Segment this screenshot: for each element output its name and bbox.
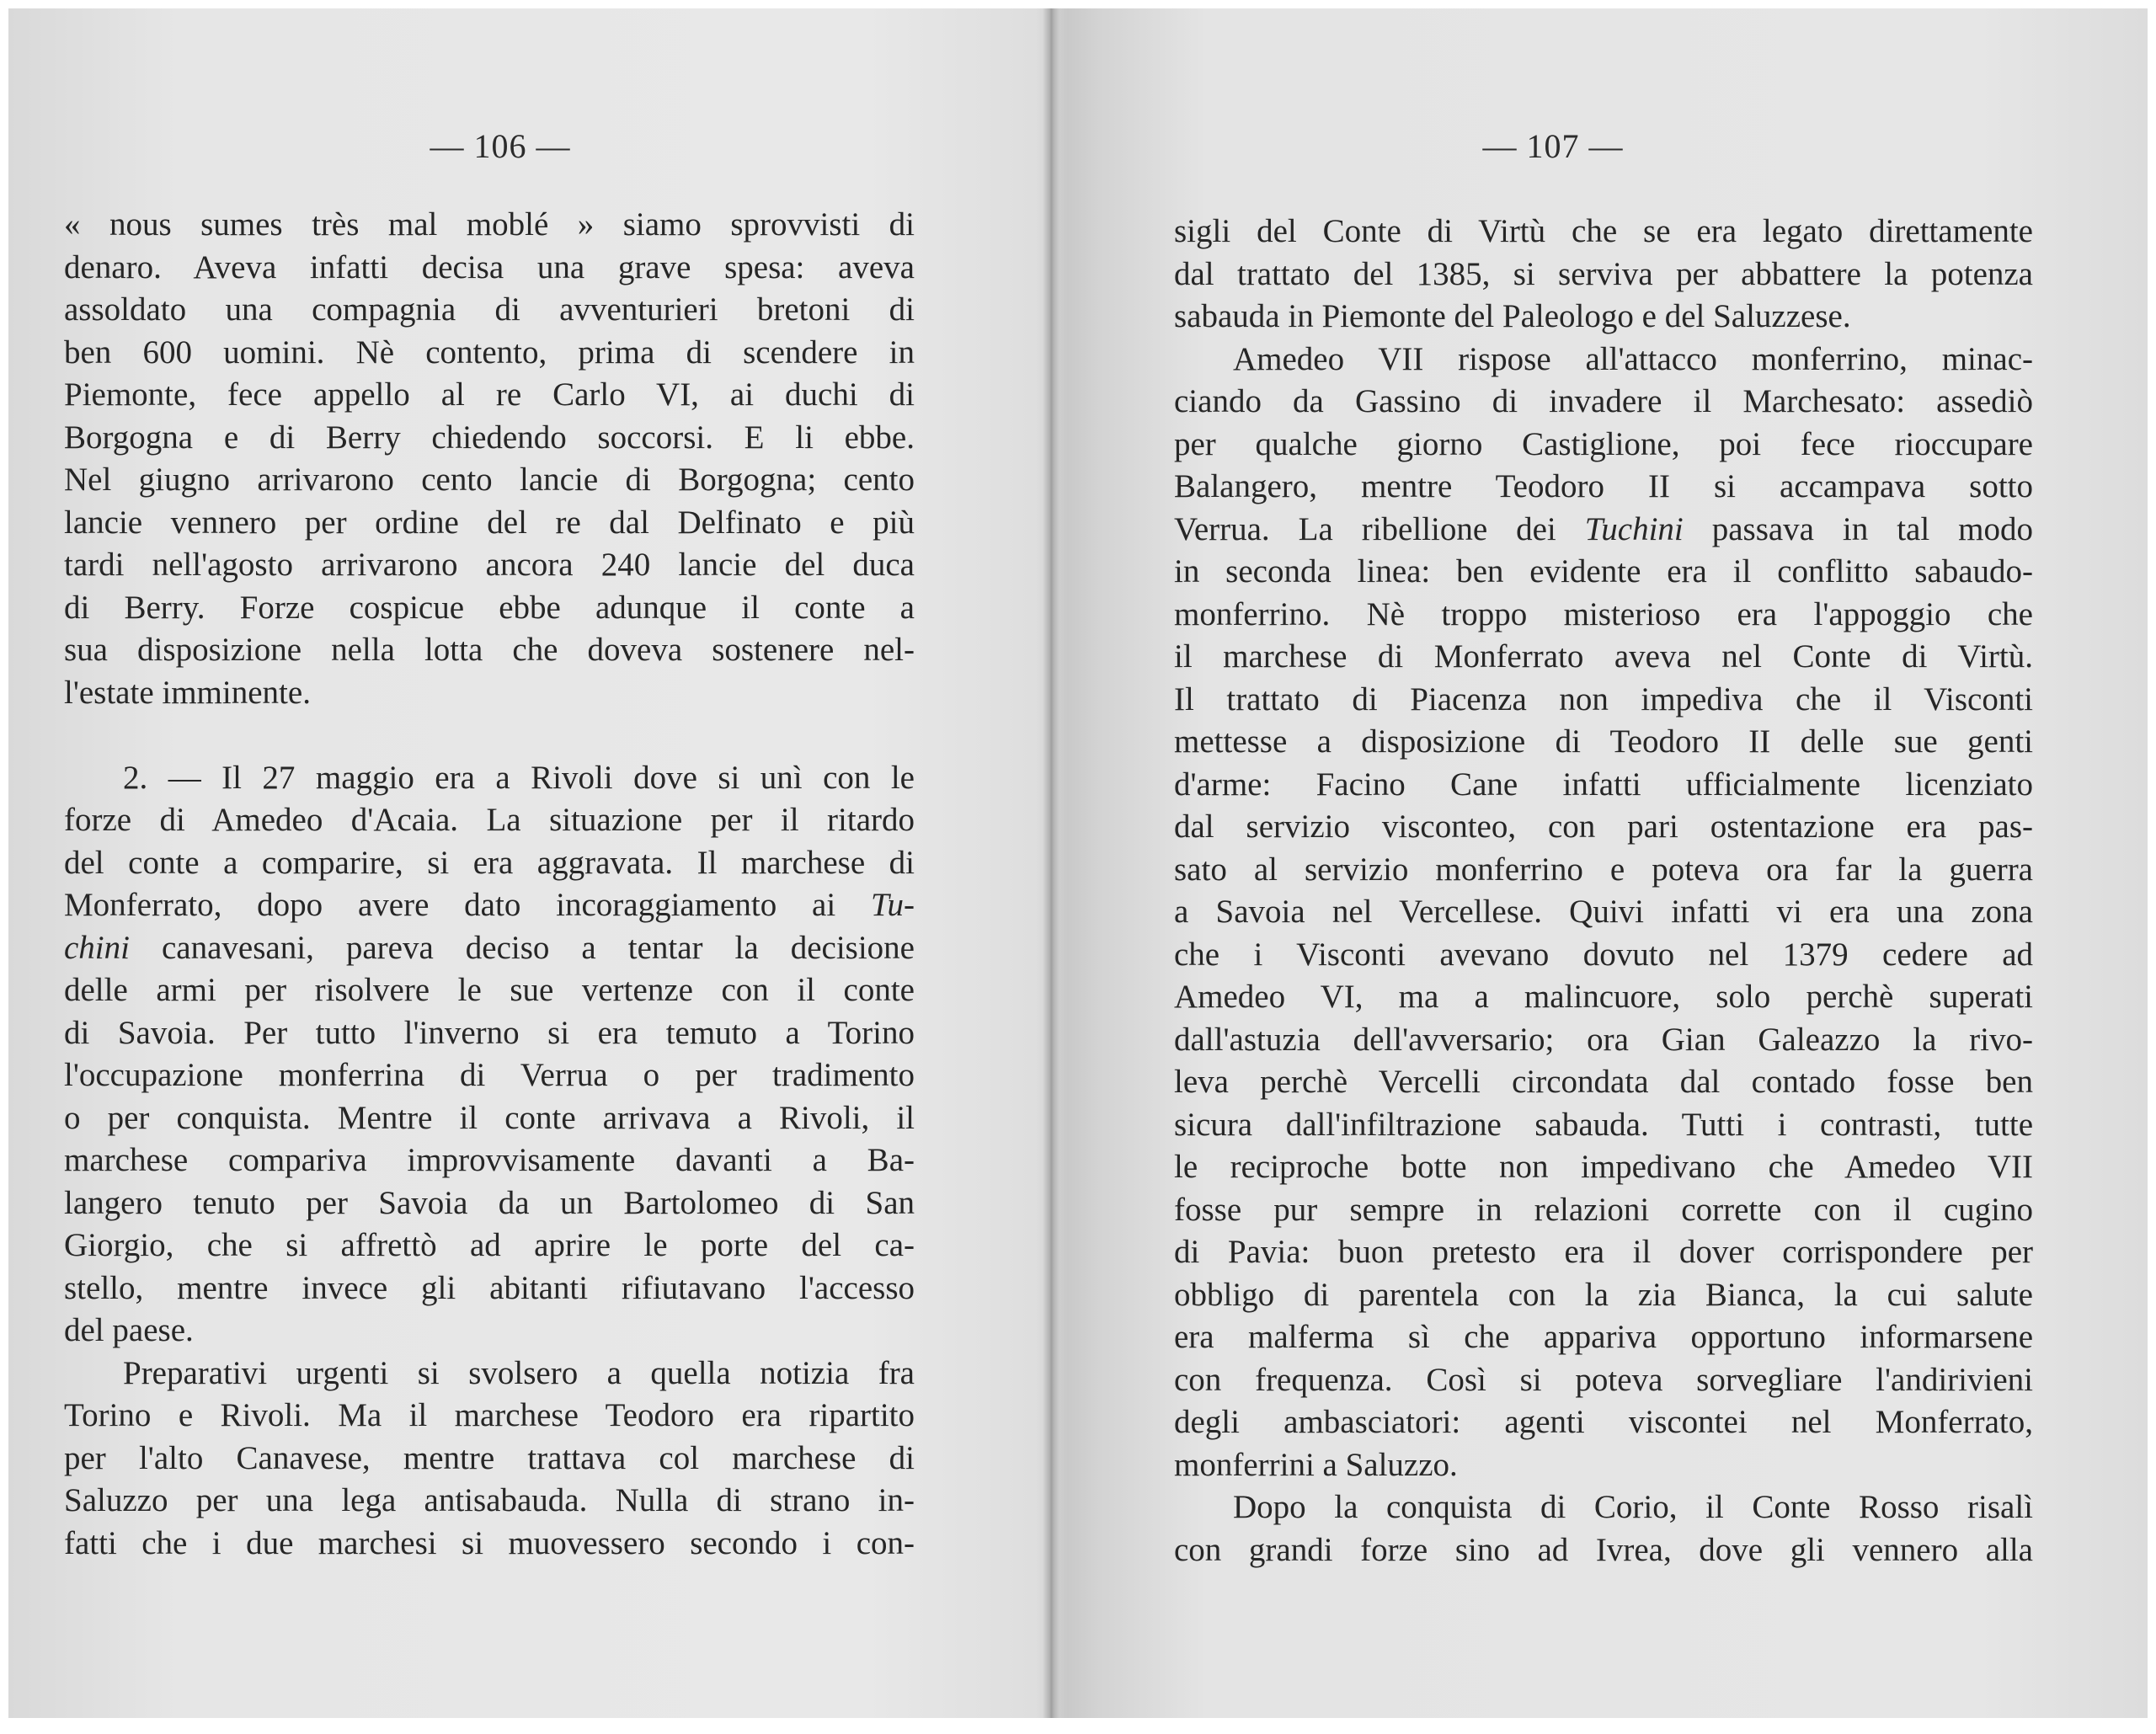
text-line [64, 1097, 915, 1140]
text-line [1174, 764, 2033, 807]
text-line [1174, 509, 2033, 552]
text-line [64, 1395, 915, 1438]
paragraph-gap [64, 714, 915, 757]
line-text: l'occupazione monferrina di Verrua o per tradimento [64, 1057, 915, 1093]
page-body [64, 204, 915, 1565]
line-text: del conte a comparire, si era aggravata. Il marchese di [64, 844, 915, 881]
line-text: obbligo di parentela con la zia Bianca, la cui salute [1174, 1276, 2033, 1313]
text-line [1174, 976, 2033, 1019]
text-line [64, 332, 915, 375]
italic-term: Tu- [870, 887, 915, 923]
text-line [64, 417, 915, 460]
line-text: Monferrato, dopo avere dato incoraggiamento ai [64, 887, 871, 923]
line-text: per l'alto Canavese, mentre trattava col marchese di [64, 1439, 915, 1476]
text-line [1174, 1444, 2033, 1487]
text-line [64, 1224, 915, 1267]
line-text: assoldato una compagnia di avventurieri bretoni di [64, 291, 915, 328]
text-line [64, 672, 915, 715]
italic-term: chini [64, 929, 130, 966]
text-line [1174, 891, 2033, 934]
text-line [1174, 849, 2033, 892]
text-line [64, 884, 915, 927]
text-line [1174, 721, 2033, 764]
line-text: con grandi forze sino ad Ivrea, dove gli vennero alla [1174, 1531, 2033, 1568]
text-line [1174, 1486, 2033, 1529]
text-line [1174, 1061, 2033, 1104]
line-text: delle armi per risolvere le sue vertenze con il conte [64, 972, 915, 1008]
text-line [64, 1480, 915, 1523]
line-text: 2. — Il 27 maggio era a Rivoli dove si unì con le [123, 759, 915, 796]
italic-term: Tuchini [1584, 510, 1684, 547]
line-text: sabauda in Piemonte del Paleologo e del Saluzzese. [1174, 298, 1851, 334]
text-line [1174, 806, 2033, 849]
line-text: passava in tal modo [1683, 510, 2033, 547]
text-line [64, 1523, 915, 1566]
line-text: Il trattato di Piacenza non impediva che il Visconti [1174, 680, 2033, 718]
text-line [64, 1139, 915, 1182]
text-line [64, 204, 915, 247]
line-text: del paese. [64, 1312, 194, 1348]
book-spread [8, 8, 2148, 1718]
text-line [64, 247, 915, 290]
line-text: che i Visconti avevano dovuto nel 1379 cedere ad [1174, 936, 2033, 973]
text-line [1174, 1401, 2033, 1444]
line-text: monferrini a Saluzzo. [1174, 1446, 1458, 1483]
text-line [64, 1438, 915, 1481]
line-text: in seconda linea: ben evidente era il conflitto sabaudo- [1174, 553, 2033, 590]
text-line [64, 1310, 915, 1353]
page-body [1174, 211, 2033, 1571]
text-line [1174, 424, 2033, 467]
text-line [64, 289, 915, 332]
line-text: il marchese di Monferrato aveva nel Conte di Virtù. [1174, 638, 2033, 675]
text-line [64, 629, 915, 672]
line-text: con frequenza. Così si poteva sorvegliare l'andirivieni [1174, 1361, 2033, 1398]
line-text: d'arme: Facino Cane infatti ufficialmente licenziato [1174, 766, 2033, 803]
text-line [1174, 339, 2033, 381]
line-text: Verrua. La ribellione dei [1174, 510, 1585, 547]
text-line [1174, 594, 2033, 637]
line-text: langero tenuto per Savoia da un Bartolomeo di San [64, 1184, 915, 1221]
line-text: a Savoia nel Vercellese. Quivi infatti vi era una zona [1174, 894, 2033, 930]
text-line [1174, 211, 2033, 253]
text-line [64, 927, 915, 970]
line-text: dal servizio visconteo, con pari ostentazione era pas- [1174, 808, 2033, 845]
line-text: sigli del Conte di Virtù che se era legato direttamente [1174, 213, 2033, 249]
page-number: — 106 — [430, 127, 571, 165]
text-line [64, 1054, 915, 1097]
line-text: Saluzzo per una lega antisabauda. Nulla di strano in- [64, 1482, 915, 1518]
text-line [1174, 381, 2033, 424]
line-text: Amedeo VI, ma a malincuore, solo perchè superati [1174, 979, 2033, 1015]
line-text: l'estate imminente. [64, 674, 311, 711]
line-text: « nous sumes très mal moblé » siamo sprovvisti di [64, 206, 915, 243]
text-line [1174, 1146, 2033, 1189]
line-text: per qualche giorno Castiglione, poi fece rioccupare [1174, 425, 2033, 462]
text-line [64, 459, 915, 502]
text-line [1174, 1316, 2033, 1359]
line-text: dall'astuzia dell'avversario; ora Gian Galeazzo la rivo- [1174, 1021, 2033, 1058]
text-line [1174, 1274, 2033, 1317]
line-text: Balangero, mentre Teodoro II si accampava sotto [1174, 468, 2033, 504]
line-text: Dopo la conquista di Corio, il Conte Rosso risalì [1233, 1489, 2033, 1525]
line-text: Torino e Rivoli. Ma il marchese Teodoro era ripartito [64, 1397, 915, 1433]
text-line [1174, 1104, 2033, 1147]
line-text: degli ambasciatori: agenti viscontei nel Monferrato, [1174, 1404, 2033, 1440]
text-line [1174, 1529, 2033, 1572]
line-text: ben 600 uomini. Nè contento, prima di scendere in [64, 333, 915, 371]
line-text: forze di Amedeo d'Acaia. La situazione per il ritardo [64, 802, 915, 838]
text-line [64, 1182, 915, 1225]
line-text: leva perchè Vercelli circondata dal contado fosse ben [1174, 1064, 2033, 1100]
line-text: ciando da Gassino di invadere il Marchesato: assediò [1174, 383, 2033, 419]
line-text: Preparativi urgenti si svolsero a quella notizia fra [123, 1354, 915, 1391]
line-text: fatti che i due marchesi si muovessero secondo i con- [64, 1524, 915, 1561]
right-page [1059, 8, 2148, 1718]
line-text: monferrino. Nè troppo misterioso era l'appoggio che [1174, 595, 2033, 632]
line-text: sicura dall'infiltrazione sabauda. Tutti i contrasti, tutte [1174, 1106, 2033, 1143]
line-text: di Pavia: buon pretesto era il dover corrispondere per [1174, 1234, 2033, 1270]
text-line [1174, 1231, 2033, 1274]
line-text: le reciproche botte non impedivano che Amedeo VII [1174, 1149, 2033, 1185]
line-text: sato al servizio monferrino e poteva ora far la guerra [1174, 851, 2033, 888]
line-text: Giorgio, che si affrettò ad aprire le porte del ca- [64, 1227, 915, 1263]
text-line [1174, 1189, 2033, 1232]
text-line [1174, 296, 2033, 339]
text-line [64, 1353, 915, 1395]
text-line [64, 502, 915, 545]
line-text: denaro. Aveva infatti decisa una grave spesa: aveva [64, 248, 915, 285]
text-line [1174, 551, 2033, 594]
text-line [64, 799, 915, 842]
page-number: — 107 — [1482, 127, 1624, 165]
text-line [1174, 466, 2033, 509]
line-text: o per conquista. Mentre il conte arrivava a Rivoli, il [64, 1099, 915, 1136]
text-line [64, 842, 915, 885]
text-line [64, 587, 915, 630]
text-line [1174, 934, 2033, 977]
text-line [64, 1012, 915, 1055]
line-text: Piemonte, fece appello al re Carlo VI, ai duchi di [64, 376, 915, 413]
left-page [8, 8, 1043, 1718]
text-line [64, 757, 915, 800]
line-text: Nel giugno arrivarono cento lancie di Borgogna; cento [64, 462, 915, 498]
line-text: di Berry. Forze cospicue ebbe adunque il conte a [64, 589, 915, 626]
line-text: tardi nell'agosto arrivarono ancora 240 lancie del duca [64, 547, 915, 583]
text-line [64, 544, 915, 587]
text-line [1174, 1359, 2033, 1402]
text-line [1174, 636, 2033, 679]
line-text: sua disposizione nella lotta che doveva sostenere nel- [64, 632, 915, 668]
text-line [1174, 253, 2033, 296]
text-line [1174, 679, 2033, 722]
line-text: Borgogna e di Berry chiedendo soccorsi. E li ebbe. [64, 419, 915, 456]
text-line [64, 374, 915, 417]
line-text: lancie vennero per ordine del re dal Delfinato e più [64, 504, 915, 541]
line-text: canavesani, pareva deciso a tentar la decisione [129, 929, 915, 966]
line-text: Amedeo VII rispose all'attacco monferrino, minac- [1233, 340, 2033, 377]
text-line [64, 1267, 915, 1310]
line-text: di Savoia. Per tutto l'inverno si era temuto a Torino [64, 1014, 915, 1051]
text-line [64, 969, 915, 1012]
line-text: marchese compariva improvvisamente davanti a Ba- [64, 1142, 915, 1178]
line-text: mettesse a disposizione di Teodoro II delle sue genti [1174, 723, 2033, 760]
line-text: dal trattato del 1385, si serviva per abbattere la potenza [1174, 255, 2033, 292]
book-gutter [1043, 8, 1059, 1718]
line-text: fosse pur sempre in relazioni corrette con il cugino [1174, 1191, 2033, 1228]
line-text: era malferma sì che appariva opportuno informarsene [1174, 1319, 2033, 1355]
line-text: stello, mentre invece gli abitanti rifiutavano l'accesso [64, 1269, 915, 1306]
text-line [1174, 1019, 2033, 1062]
